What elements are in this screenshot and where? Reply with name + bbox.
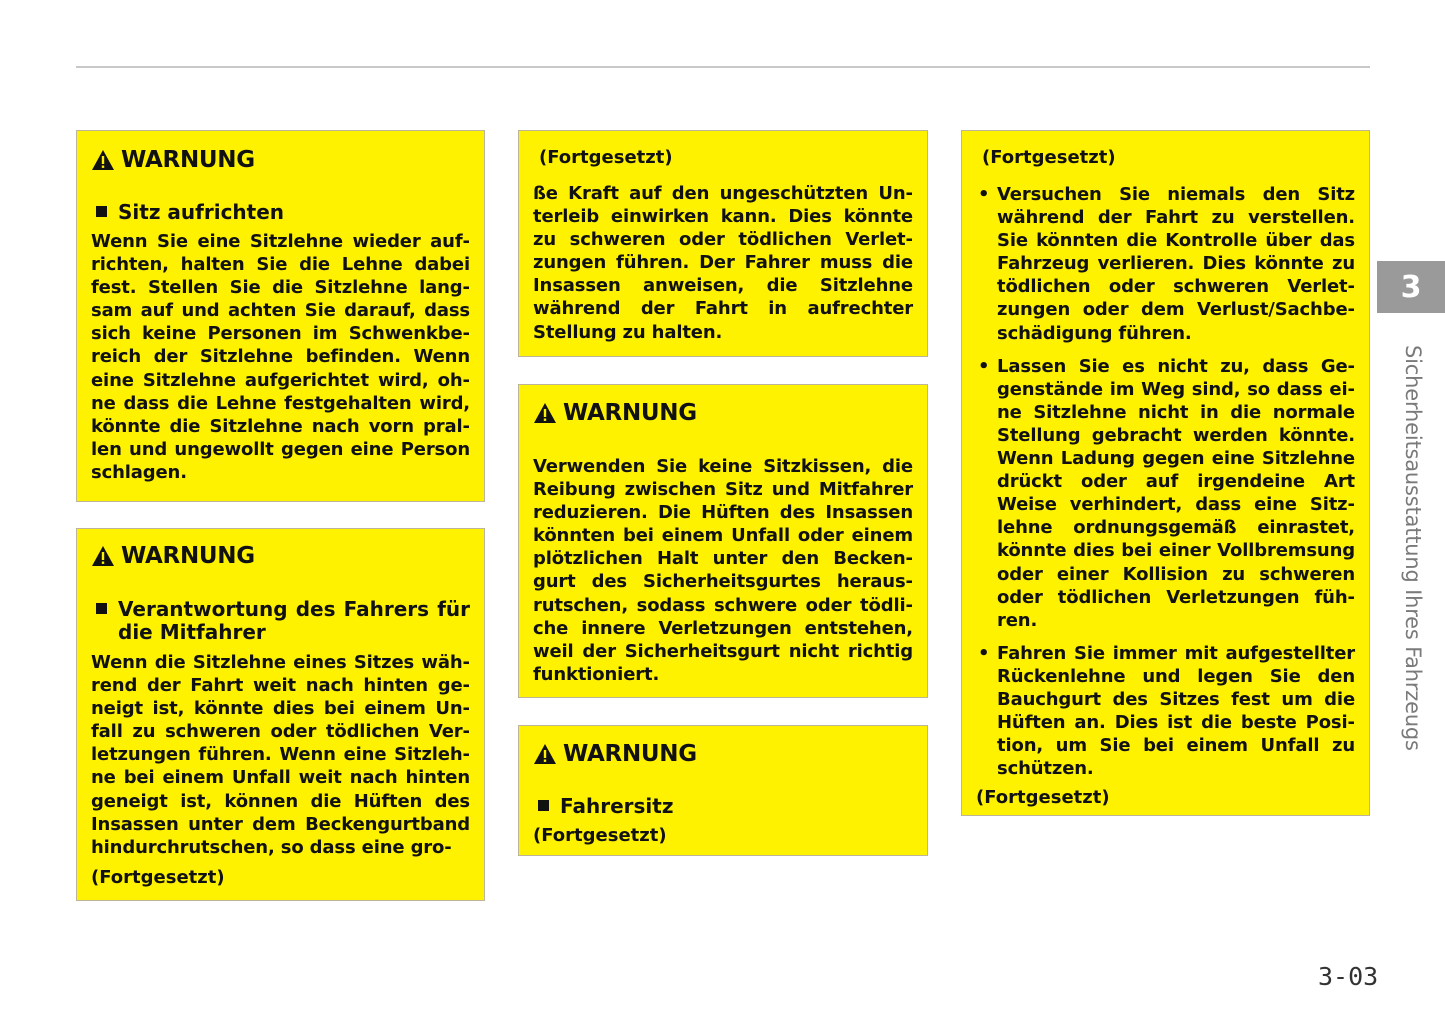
warning-body: Wenn Sie eine Sitzlehne wieder aufrichten, halten Sie die Lehne dabei fest. Stellen Sie die Sitzlehne langsam auf und achten Sie darauf, dass sich keine Personen im Schwenkbereich der Sitzlehne befinden. Wenn eine Sitzlehne aufgerichtet wird, ohne dass die Lehne festgehalten wird, könnte die Sitzlehne nach vorn prallen und ungewollt gegen eine Person schlagen. [91,231,470,483]
list-item: • Versuchen Sie niemals den Sitz während der Fahrt zu verstellen. Sie könnten die Kontrolle über das Fahrzeug verlieren. Dies könnte zu tödlichen oder schweren Verletzungen oder dem Verlust/Sachbeschädigung führen. [976,183,1355,345]
warning-heading: WARNUNG [91,542,470,570]
warning-triangle-icon [91,149,115,171]
warning-triangle-icon [533,743,557,765]
warning-box-verantwortung [76,528,485,901]
subheading-sitz-aufrichten: Sitz aufrichten [91,201,470,224]
section-title-vertical: Sicherheitsausstattung Ihres Fahrzeugs [1401,345,1425,751]
continued-label: (Fortgesetzt) [91,866,225,888]
warning-box-right-continued [961,130,1370,816]
square-bullet-icon [96,603,107,614]
warning-heading: WARNUNG [533,740,913,768]
bullet-list [976,183,1355,780]
square-bullet-icon [96,206,107,217]
top-rule [76,66,1370,68]
square-bullet-icon [538,800,549,811]
warning-heading: WARNUNG [533,399,913,427]
continued-label: (Fortgesetzt) [976,787,1110,809]
warning-heading: WARNUNG [91,146,470,174]
continued-top-label: (Fortgesetzt) [982,147,1116,168]
chapter-tab: 3 [1377,261,1445,313]
page-number: 3-03 [1318,962,1379,991]
warning-box-sitzkissen [518,384,928,698]
subheading-fahrersitz: Fahrersitz [533,795,913,818]
subheading-verantwortung: Verantwortung des Fahrers für die Mitfahrer [91,598,470,644]
warning-triangle-icon [91,545,115,567]
list-item: • Lassen Sie es nicht zu, dass Gegenstände im Weg sind, so dass eine Sitzlehne nicht in die normale Stellung gebracht werden könnte. Wenn Ladung gegen eine Sitzlehne drückt oder auf irgendeine Art Weise verhindert, dass eine Sitzlehne ordnungsgemäß einrastet, könnte dies bei einer Vollbremsung oder einer Kollision zu schweren oder tödlichen Verletzungen führen. [976,355,1355,632]
warning-body: Verwenden Sie keine Sitzkissen, die Reibung zwischen Sitz und Mitfahrer reduzieren. Die Hüften des Insassen könnten bei einem Unfall oder einem plötzlichen Halt unter den Beckengurt des Sicherheitsgurtes herausrutschen, sodass schwere oder tödliche innere Verletzungen entstehen, weil der Sicherheitsgurt nicht richtig funktioniert. [533,456,913,685]
warning-box-fahrersitz [518,725,928,856]
warning-box-sitz-aufrichten [76,130,485,502]
warning-triangle-icon [533,402,557,424]
list-item: • Fahren Sie immer mit aufgestellter Rückenlehne und legen Sie den Bauchgurt des Sitzes fest um die Hüften an. Dies ist die beste Position, um Sie bei einem Unfall zu schützen. [976,642,1355,781]
continued-top-label: (Fortgesetzt) [539,147,673,168]
warning-box-continued [518,130,928,357]
warning-body: Wenn die Sitzlehne eines Sitzes während der Fahrt weit nach hinten geneigt ist, könnte dies bei einem Unfall zu schweren oder tödlichen Verletzungen führen. Wenn eine Sitzlehne bei einem Unfall weit nach hinten geneigt ist, können die Hüften des Insassen unter dem Beckengurtband hindurchrutschen, so dass eine gro- [91,652,470,858]
continued-label: (Fortgesetzt) [533,825,667,846]
warning-body: ße Kraft auf den ungeschützten Unterleib einwirken kann. Dies könnte zu schweren oder tödlichen Verletzungen führen. Der Fahrer muss die Insassen anweisen, die Sitzlehne während der Fahrt in aufrechter Stellung zu halten. [533,183,913,343]
